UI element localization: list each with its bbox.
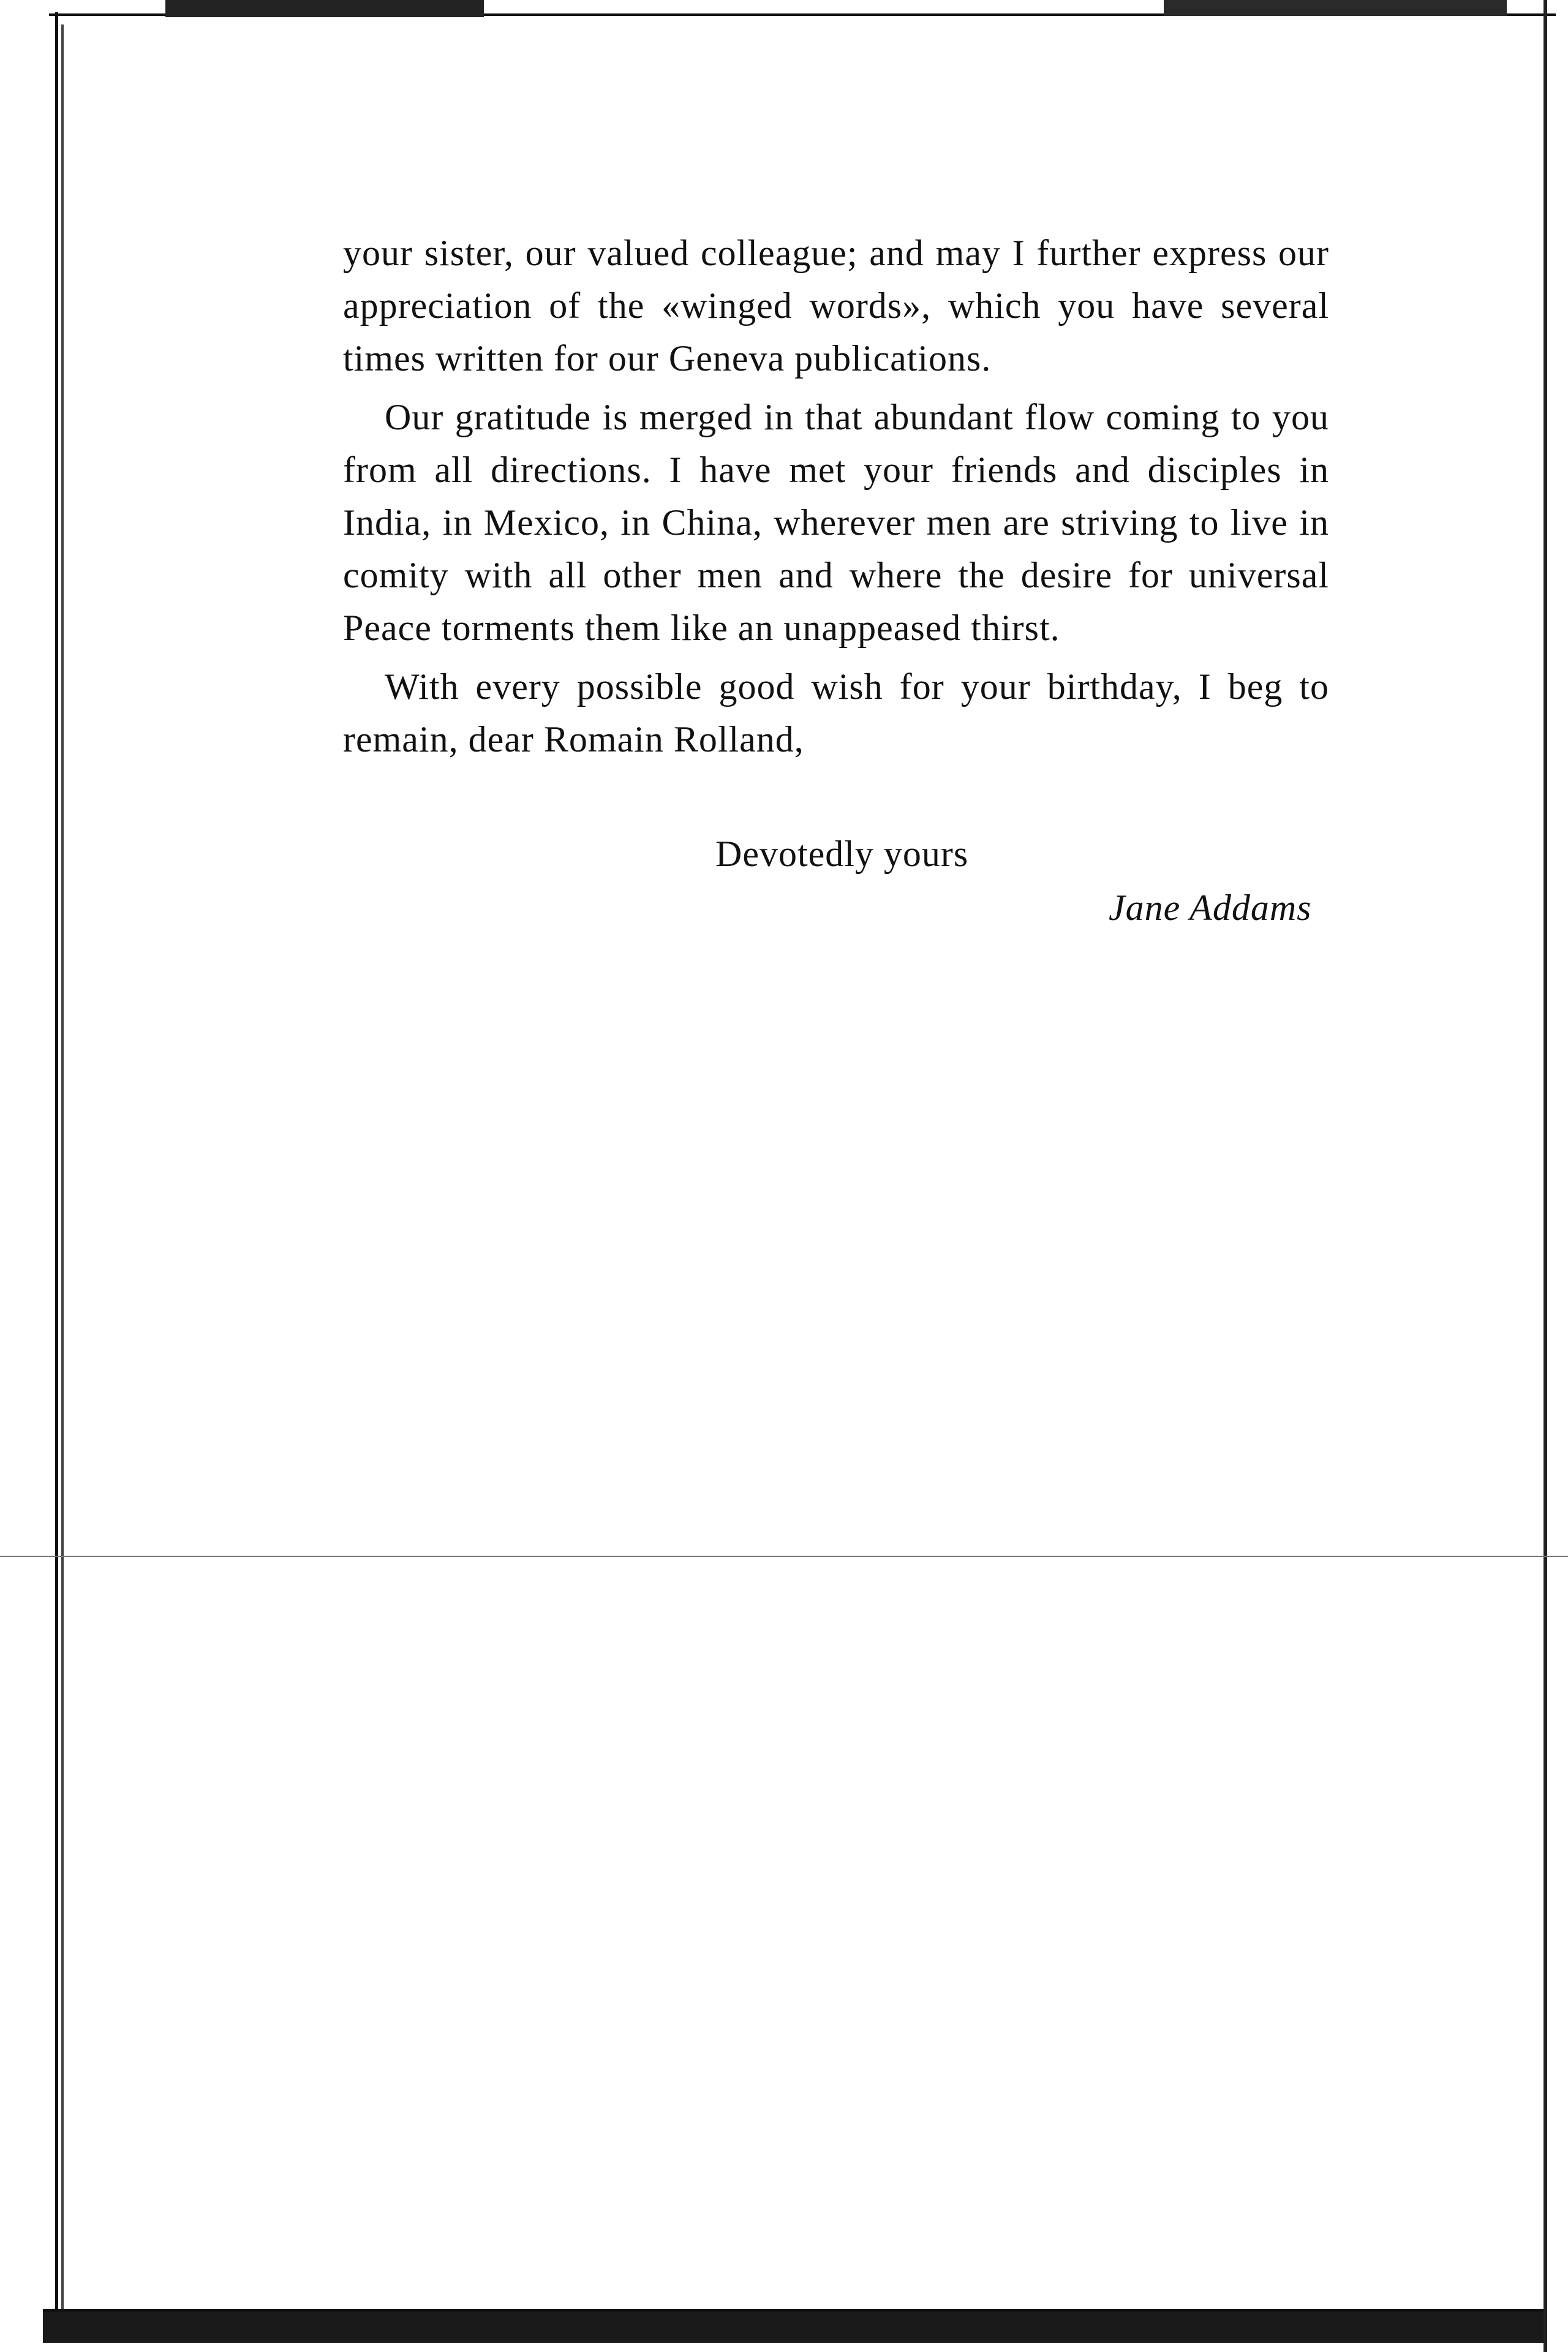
scan-edge-left [24, 12, 58, 2328]
paragraph-1: your sister, our valued colleague; and may I further express our appreciation of the «winged words», which you have several times written for our Geneva publications. [343, 233, 1329, 379]
scan-edge-left-inner [61, 24, 64, 2315]
scan-edge-right [1544, 0, 1547, 2352]
scan-edge-bottom [43, 2309, 1544, 2343]
scan-artifact-top-right [1164, 0, 1507, 16]
letter-signature: Jane Addams [1109, 888, 1312, 928]
letter-body [343, 227, 1329, 772]
fold-line [0, 1556, 1568, 1557]
paragraph-3: With every possible good wish for your birthday, I beg to remain, dear Romain Rolland, [343, 666, 1329, 760]
paragraph-2: Our gratitude is merged in that abundant flow coming to you from all directions. I have met your friends and disciples in India, in Mexico, in China, wherever men are striving to live in comity with all other men and where the desire for universal Peace torments them like an unappeased thirst. [343, 397, 1329, 648]
letter-closing: Devotedly yours [715, 834, 969, 874]
scan-artifact-top-left [165, 0, 484, 17]
